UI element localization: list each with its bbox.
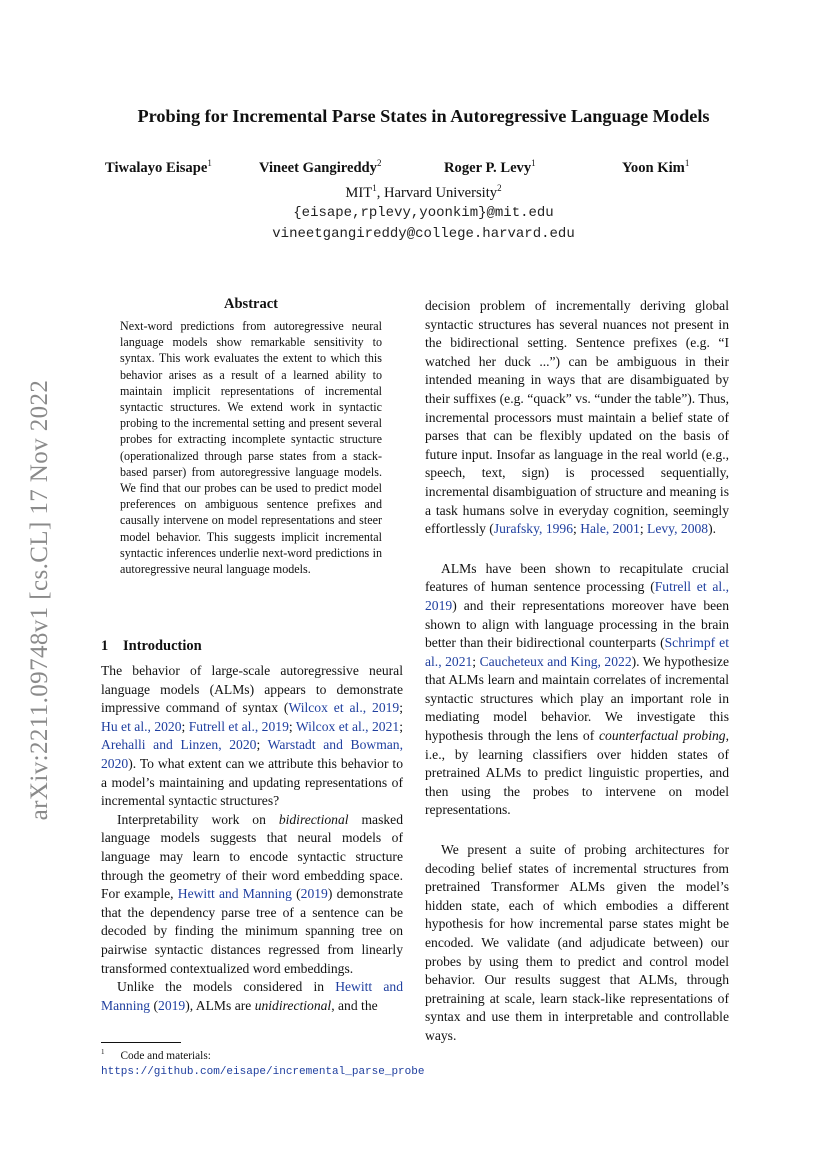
citation-link[interactable]: Futrell et al., 2019 <box>188 718 289 734</box>
citation-link[interactable]: Hewitt and Manning <box>177 886 292 902</box>
author-1: Tiwalayo Eisape$^1$ <box>105 158 212 176</box>
author-4: Yoon Kim$^1$ <box>622 158 690 176</box>
right-paragraph-2: ALMs have been shown to recapitulate crucial features of human sentence processing (Futrell et al., 2019) and their representations moreover have been shown to align with language processing in the brain better than their bidirectional counterparts (Schrimpf et al., 2021; Caucheteux and King, 2022). We hypothesize that ALMs learn and maintain correlates of incremental syntactic structures which play an important role in mediating model behavior. We investigate this hypothesis through the lens of counterfactual probing, i.e., by learning classifiers over hidden states of pretrained ALMs to predict linguistic properties, and then using the probes to intervene on model representations. <box>425 560 729 818</box>
citation-link[interactable]: Jurafsky, 1996 <box>493 521 574 537</box>
section-heading-introduction: 1 Introduction <box>101 638 202 654</box>
citation-link[interactable]: Wilcox et al., 2021 <box>295 718 400 734</box>
footnote-url-link[interactable]: https://github.com/eisape/incremental_parse_probe <box>101 1065 425 1078</box>
footnote: $^1$ Code and materials: https://github.com/eisape/incremental_parse_probe <box>101 1048 425 1078</box>
citation-link[interactable]: Warstadt and Bowman, 2020 <box>101 737 403 771</box>
abstract-heading: Abstract <box>224 296 278 312</box>
affiliations: MIT$^1$, Harvard University$^2$ <box>345 183 502 201</box>
citation-link[interactable]: Arehalli and Linzen, 2020 <box>101 737 257 753</box>
right-column <box>425 297 729 1046</box>
citation-link[interactable]: Futrell et al., 2019 <box>425 579 729 613</box>
author-2: Vineet Gangireddy$^2$ <box>259 158 382 176</box>
intro-paragraph-2: Interpretability work on bidirectional masked language models suggests that neural models of language may learn to encode syntactic structure through the geometry of their word embedding space. For example, Hewitt and Manning (2019) demonstrate that the dependency parse tree of a sentence can be decoded by finding the minimum spanning tree on pairwise syntactic distances regressed from linearly transformed contextualized word embeddings. <box>101 811 403 976</box>
citation-link[interactable]: Wilcox et al., 2019 <box>288 700 400 716</box>
citation-link[interactable]: Levy, 2008 <box>647 521 709 537</box>
citation-link[interactable]: 2019 <box>300 886 328 902</box>
arxiv-stamp-text: arXiv:2211.09748v1 [cs.CL] 17 Nov 2022 <box>26 379 53 821</box>
intro-paragraph-3: Unlike the models considered in Hewitt and Manning (2019), ALMs are unidirectional, and the <box>101 979 404 1013</box>
citation-link[interactable]: Hale, 2001 <box>580 521 640 537</box>
left-column <box>101 662 403 1015</box>
intro-paragraph-1: The behavior of large-scale autoregressive neural language models (ALMs) appears to demonstrate impressive command of syntax (Wilcox et al., 2019; Hu et al., 2020; Futrell et al., 2019; Wilcox et al., 2021; Arehalli and Linzen, 2020; Warstadt and Bowman, 2020). To what extent can we attribute this behavior to a model’s maintaining and updating representations of incremental syntactic structures? <box>101 663 403 809</box>
arxiv-stamp <box>20 350 60 850</box>
email-line-2: vineetgangireddy@college.harvard.edu <box>272 226 575 242</box>
abstract-text: Next-word predictions from autoregressive neural language models show remarkable sensitivity to syntax. This work evaluates the extent to which this behavior arises as a result of a learned ability to maintain implicit representations of incremental syntactic structures. We extend work in syntactic probing to the incremental setting and present several probes for extracting incomplete syntactic structure (operationalized through parse states from a stack-based parser) from autoregressive language models. We find that our probes can be used to predict model preferences on ambiguous sentence prefixes and causally intervene on model representations and steer model behavior. This suggests implicit incremental syntactic inferences underlie next-word predictions in autoregressive neural language models. <box>120 319 382 577</box>
right-paragraph-3: We present a suite of probing architectures for decoding belief states of incremental structures from pretrained Transformer ALMs given the model’s hidden state, each of which embodies a different hypothesis for how incremental parse states might be encoded. We validate (and adjudicate between) our probes by using them to predict and control model behavior. Our results suggest that ALMs, through pretraining at scale, learn stack-like representations of syntax and use them in interpretable and controllable ways. <box>425 842 729 1043</box>
citation-link[interactable]: Hu et al., 2020 <box>101 718 182 734</box>
citation-link[interactable]: Schrimpf et al., 2021 <box>425 635 729 669</box>
citation-link[interactable]: 2019 <box>158 997 186 1013</box>
email-line-1: {eisape,rplevy,yoonkim}@mit.edu <box>293 205 554 221</box>
paper-title: Probing for Incremental Parse States in Autoregressive Language Models <box>137 106 710 126</box>
footnote-divider <box>101 1042 181 1043</box>
citation-link[interactable]: Caucheteux and King, 2022 <box>479 653 632 669</box>
author-3: Roger P. Levy$^1$ <box>444 158 536 176</box>
citation-link[interactable]: Hewitt and Manning <box>101 979 404 1013</box>
right-paragraph-1: decision problem of incrementally deriving global syntactic structures has several nuances not present in the bidirectional setting. Sentence prefixes (e.g. “I watched her duck ...”) can be ambiguous in their intended meaning in ways that are disambiguated by their suffixes (e.g. “quack” vs. “under the table”). Thus, incremental processors must maintain a belief state of parses that can be flexibly updated on the basis of future input. Insofar as language in the real world (e.g., speech, text, sign) is processed sequentially, incremental disambiguation of structure and meaning is a task humans solve in everyday cognition, seemingly effortlessly (Jurafsky, 1996; Hale, 2001; Levy, 2008). <box>425 298 729 537</box>
